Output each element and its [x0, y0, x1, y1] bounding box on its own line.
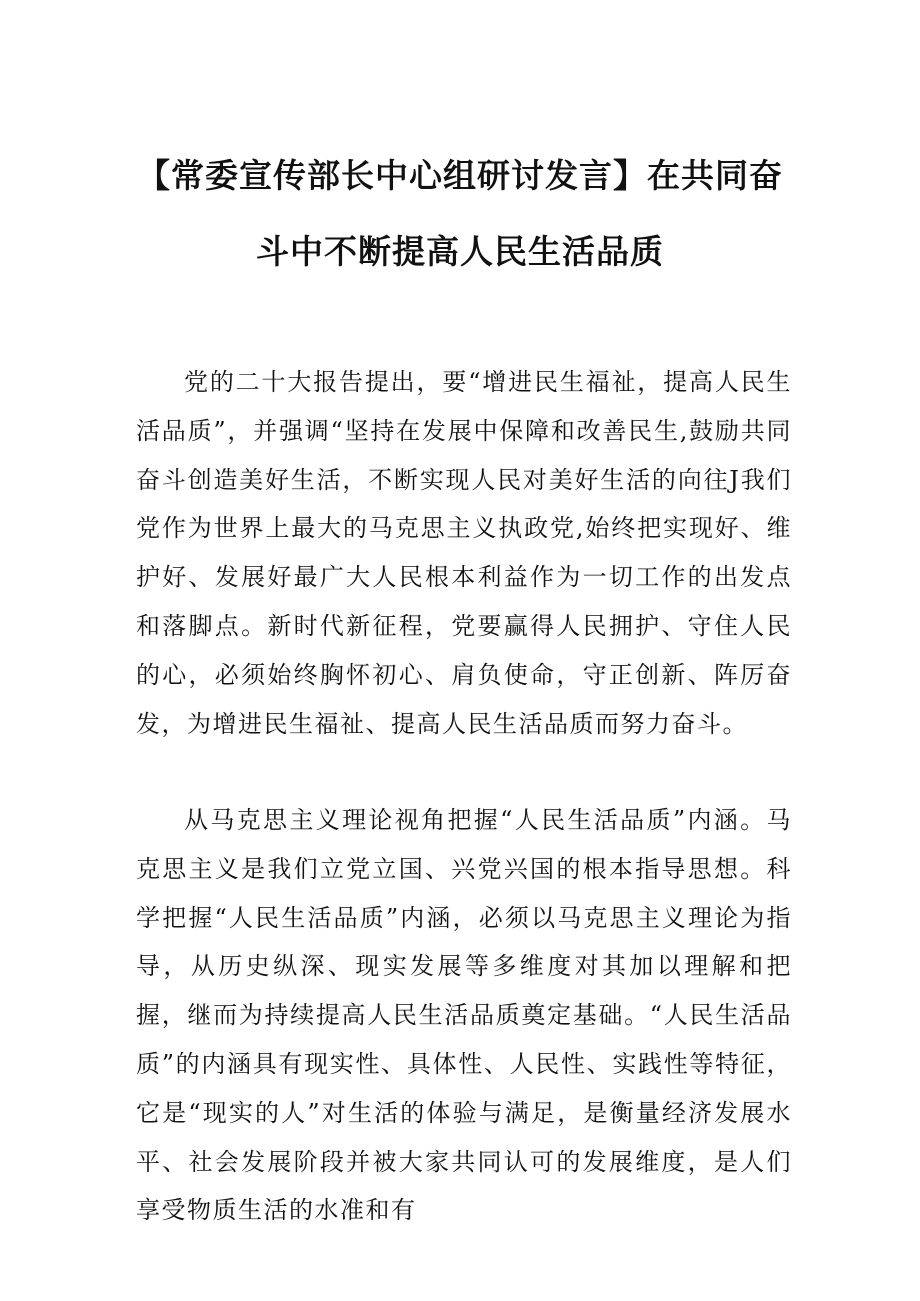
- document-title-line-2: 斗中不断提高人民生活品质: [256, 232, 664, 271]
- body-paragraph-1: 党的二十大报告提出，要“增进民生福祉，提高人民生活品质”，并强调“坚持在发展中保障和改善民生,鼓励共同奋斗创造美好生活，不断实现人民对美好生活的向往J我们党作为世界上最大的马克思主义执政党,始终把实现好、维护好、发展好最广大人民根本利益作为一切工作的出发点和落脚点。新时代新征程，党要赢得人民拥护、守住人民的心，必须始终胸怀初心、肩负使命，守正创新、阵厉奋发，为增进民生福祉、提高人民生活品质而努力奋斗。: [136, 368, 792, 738]
- body-paragraph-2: 从马克思主义理论视角把握“人民生活品质”内涵。马克思主义是我们立党立国、兴党兴国的根本指导思想。科学把握“人民生活品质”内涵，必须以马克思主义理论为指导，从历史纵深、现实发展等多维度对其加以理解和把握，继而为持续提高人民生活品质奠定基础。“人民生活品质”的内涵具有现实性、具体性、人民性、实践性等特征，它是“现实的人”对生活的体验与满足，是衡量经济发展水平、社会发展阶段并被大家共同认可的发展维度，是人们享受物质生活的水准和有: [136, 806, 792, 1225]
- document-title-line-1: 【常委宣传部长中心组研讨发言】在共同奋: [137, 156, 783, 195]
